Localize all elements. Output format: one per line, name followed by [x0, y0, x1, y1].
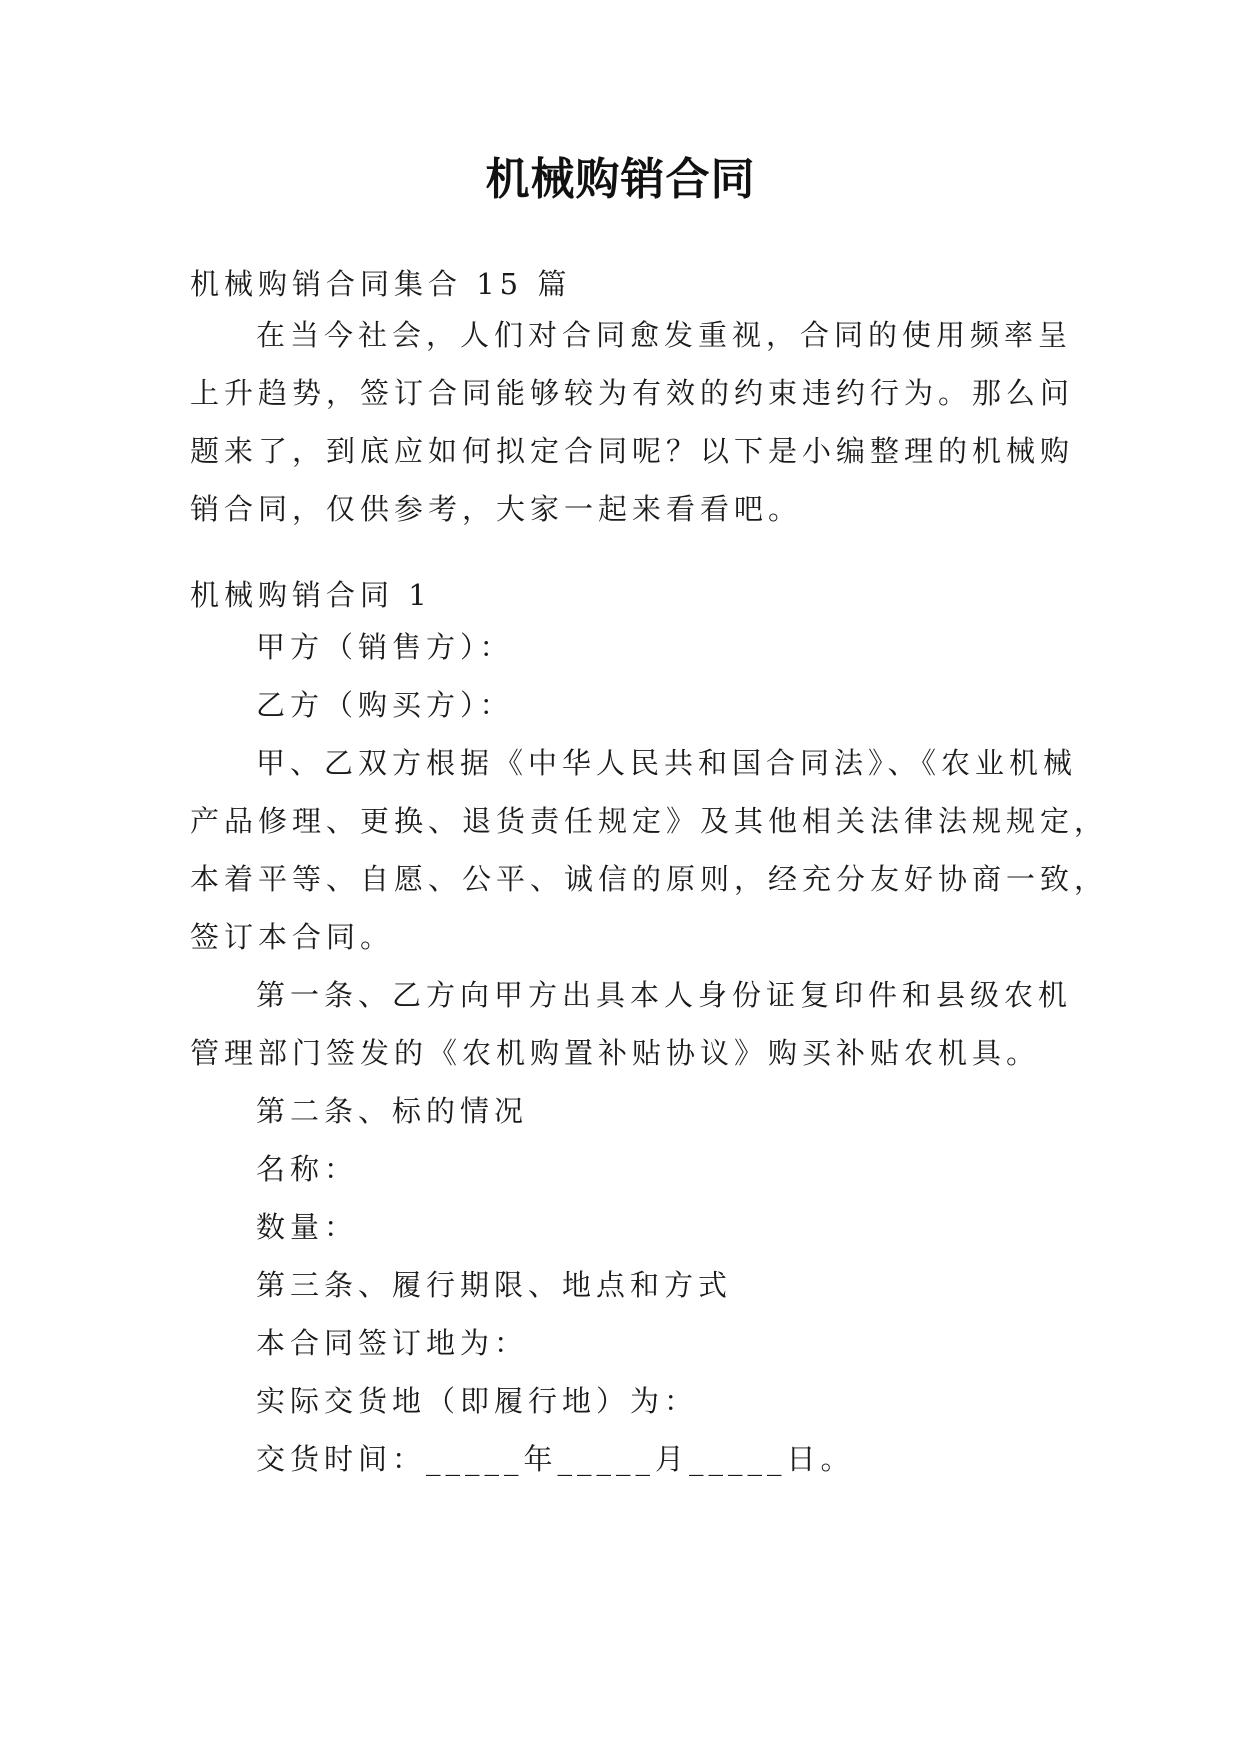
- intro-paragraph: [190, 306, 1075, 538]
- intro-line-3: 题来了，到底应如何拟定合同呢？以下是小编整理的机械购: [190, 434, 1075, 468]
- intro-line-2: 上升趋势，签订合同能够较为有效的约束违约行为。那么问: [190, 376, 1075, 410]
- signing-place-line: 本合同签订地为：: [256, 1326, 529, 1360]
- article-3-heading: 第三条、履行期限、地点和方式: [256, 1268, 733, 1302]
- article-1-line-1: 第一条、乙方向甲方出具本人身份证复印件和县级农机: [256, 978, 1073, 1012]
- article-1-line-2: 管理部门签发的《农机购置补贴协议》购买补贴农机具。: [190, 1036, 1041, 1070]
- intro-line-1: 在当今社会，人们对合同愈发重视，合同的使用频率呈: [256, 318, 1073, 352]
- intro-line-4: 销合同，仅供参考，大家一起来看看吧。: [190, 492, 803, 526]
- item-name-line: 名称：: [256, 1152, 359, 1186]
- document-subtitle: [190, 255, 1052, 313]
- basis-line-1: 甲、乙双方根据《中华人民共和国合同法》、《农业机械: [256, 746, 1078, 780]
- delivery-time-line: 交货时间：_____年_____月_____日。: [256, 1442, 855, 1476]
- section-heading-text: 机械购销合同 1: [190, 578, 432, 612]
- basis-line-3: 本着平等、自愿、公平、诚信的原则，经充分友好协商一致，: [190, 862, 1109, 896]
- party-b-line: 乙方（购买方）：: [256, 688, 514, 722]
- subtitle-line: 机械购销合同集合 15 篇: [190, 267, 572, 301]
- item-quantity-line: 数量：: [256, 1210, 359, 1244]
- delivery-place-line: 实际交货地（即履行地）为：: [256, 1384, 699, 1418]
- basis-line-4: 签订本合同。: [190, 920, 395, 954]
- basis-line-2: 产品修理、更换、退货责任规定》及其他相关法律法规规定，: [190, 804, 1109, 838]
- document-title: 机械购销合同: [485, 154, 756, 205]
- contract-body: [190, 618, 1109, 1488]
- party-a-line: 甲方（销售方）：: [256, 630, 514, 664]
- article-2-heading: 第二条、标的情况: [256, 1094, 529, 1128]
- section-heading: [190, 566, 1052, 624]
